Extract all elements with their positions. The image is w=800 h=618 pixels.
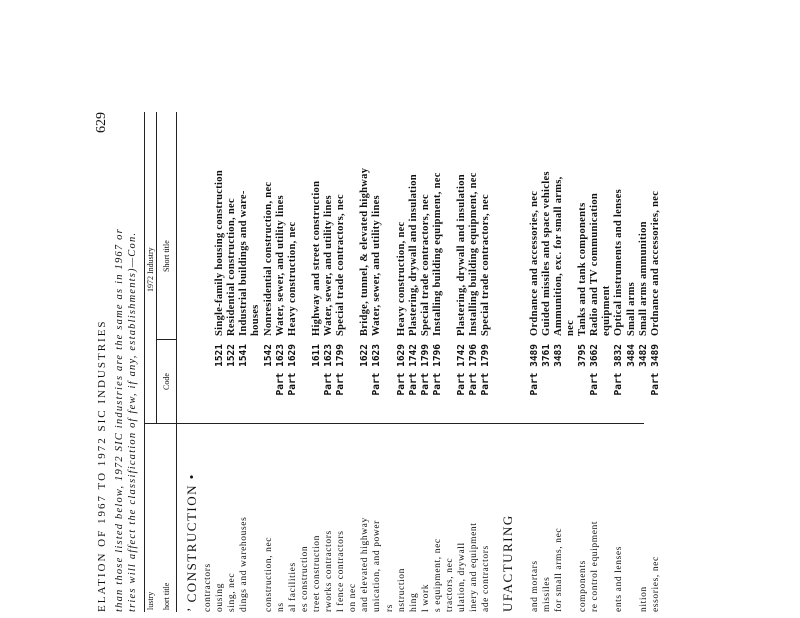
construction-title: CONSTRUCTION: [184, 483, 199, 603]
table-row: [335, 112, 347, 612]
table-row: [371, 112, 383, 612]
table-row: [347, 112, 359, 612]
industry-short-title: Heavy construction, nec: [286, 221, 298, 336]
table-row: [638, 112, 650, 612]
table-row: [420, 112, 432, 612]
old-industry-title: ade contractors: [481, 545, 492, 612]
table-row: [577, 112, 589, 612]
old-industry-title: ulation, drywall: [457, 542, 468, 612]
table-row: [226, 112, 238, 612]
sic-code: Part 3832: [613, 344, 625, 396]
old-industry-title: al facilities: [287, 562, 298, 612]
table-row: [202, 112, 214, 612]
table-row: [250, 112, 262, 612]
old-industry-title: l work: [420, 583, 431, 612]
industry-short-title: nec: [565, 319, 576, 336]
industry-short-title: Plastering, drywall and insulation: [407, 174, 419, 336]
sic-code: 3761: [540, 344, 552, 367]
industry-short-title: equipment: [601, 285, 613, 336]
running-title: ELATION OF 1967 TO 1972 SIC INDUSTRIES: [96, 319, 108, 612]
short-title-heading: Short title: [162, 240, 171, 272]
sic-code: Part 1799: [335, 344, 347, 396]
old-industry-title: ns: [275, 602, 286, 612]
table-row: [287, 112, 299, 612]
table-row: [263, 112, 275, 612]
sic-code: Part 3489: [649, 344, 661, 396]
table-row: [613, 112, 625, 612]
industry-short-title: Optical instruments and lenses: [613, 189, 625, 336]
intro-line-1: than those listed below, 1972 SIC industries are the same as in 1967 or: [114, 228, 125, 612]
construction-prefix-mark: ’: [184, 607, 199, 612]
industry-short-title: Installing building equipment, nec: [431, 172, 443, 336]
table-top-rule: [144, 112, 145, 612]
table-row: [529, 112, 541, 612]
old-industry-title: ousing: [215, 583, 226, 612]
sic-code: 3795: [577, 344, 589, 367]
page-number: 629: [94, 112, 109, 133]
table-row: [492, 112, 504, 612]
sic-code: 1521: [214, 344, 226, 367]
sic-code: Part 1796: [468, 344, 480, 396]
sic-code: 3484: [625, 344, 637, 367]
old-industry-title: construction, nec: [263, 536, 274, 612]
table-row: [456, 112, 468, 612]
table-row: [589, 112, 601, 612]
sic-code: 1622: [359, 344, 371, 367]
old-industry-title: tractors, nec: [445, 557, 455, 612]
old-industry-title: contractors: [203, 563, 213, 612]
intro-note: [113, 112, 139, 612]
old-industry-title: unication, and power: [372, 520, 383, 612]
industry-short-title: Water, sewer, and utility lines: [274, 195, 286, 336]
old-industry-title: nstruction: [396, 568, 407, 612]
industry-short-title: Installing building equipment, nec: [468, 172, 480, 336]
sic-code: 1541: [238, 344, 250, 367]
sic-code: Part 1629: [395, 344, 407, 396]
intro-line-2: tries will affect the classification of few, if any, establishments)—Con.: [127, 231, 138, 612]
industry-short-title: Ammunition, exc. for small arms,: [552, 176, 564, 336]
table-row: [480, 112, 492, 612]
old-industry-title: essories, nec: [650, 556, 661, 612]
old-industry-title: treet construction: [311, 534, 322, 612]
table-row: [323, 112, 335, 612]
old-industry-title: inery and equipment: [469, 522, 480, 612]
industry-short-title: Water, sewer, and utility lines: [371, 195, 383, 336]
industry-short-title: houses: [250, 304, 262, 336]
group-head-rule: [156, 112, 157, 424]
table-row: [505, 112, 517, 612]
table-row: [238, 112, 250, 612]
industry-short-title: Single-family housing construction: [214, 170, 226, 336]
table-row: [299, 112, 311, 612]
sic-code: Part 1623: [371, 344, 383, 396]
old-industry-title: s equipment, nec: [432, 538, 443, 612]
old-industry-title: on nec: [348, 583, 359, 612]
industry-short-title: Tanks and tank components: [577, 202, 589, 336]
old-industry-title: l fence contractors: [336, 530, 347, 612]
sic-code: Part 1629: [286, 344, 298, 396]
industry-short-title: Ordnance and accessories, nec: [528, 190, 540, 336]
industry-short-title: Special trade contractors, nec: [480, 194, 492, 336]
sic-code: Part 1742: [407, 344, 419, 396]
industry-short-title: Industrial buildings and ware-: [238, 190, 250, 336]
sic-code: Part 1799: [419, 344, 431, 396]
sic-code: Part 1742: [456, 344, 468, 396]
industry-short-title: Heavy construction, nec: [395, 221, 407, 336]
manufacturing-title: UFACTURING: [500, 514, 515, 612]
construction-section-heading: [184, 473, 200, 612]
table-row: [214, 112, 226, 612]
old-industry-title: re control equipment: [590, 520, 601, 612]
sic-code: Part 3489: [528, 344, 540, 396]
sic-code: 1611: [310, 344, 322, 367]
construction-suffix-mark: •: [184, 473, 199, 480]
old-industry-title: dings and warehouses: [239, 516, 250, 612]
table-row: [517, 112, 529, 612]
old-industry-title: hing: [408, 592, 419, 612]
table-row: [359, 112, 371, 612]
table-row: [444, 112, 456, 612]
industry-1972-heading: 1972 Industry: [146, 247, 155, 292]
sic-code: Part 1799: [480, 344, 492, 396]
sic-code: Part 3662: [589, 344, 601, 396]
table-row: [650, 112, 662, 612]
industry-short-title: Plastering, drywall and insulation: [456, 174, 468, 336]
rotated-document-page: [94, 112, 661, 612]
sic-code: Part 1796: [431, 344, 443, 396]
sic-code: 1542: [262, 344, 274, 367]
column-head-rule: [176, 112, 177, 612]
industry-short-title: Special trade contractors, nec: [419, 194, 431, 336]
industry-short-title: Small arms ammunition: [637, 221, 649, 336]
table-row: [553, 112, 565, 612]
old-industry-title: es construction: [299, 545, 310, 612]
old-industry-title: and elevated highway: [360, 517, 371, 612]
industry-short-title: Special trade contractors, nec: [335, 194, 347, 336]
industry-short-title: Guided missiles and space vehicles: [540, 171, 552, 336]
old-industry-title: rs: [384, 603, 395, 612]
industry-short-title: Ordnance and accessories, nec: [649, 190, 661, 336]
old-industry-title: missiles: [541, 576, 552, 612]
table-row: [626, 112, 638, 612]
industry-short-title: Radio and TV communication: [589, 192, 601, 336]
industry-short-title: Bridge, tunnel, & elevated highway: [359, 167, 371, 336]
old-industry-title: components: [578, 560, 589, 612]
old-industry-title: ents and lenses: [614, 546, 625, 612]
industry-short-title: Nonresidential construction, nec: [262, 181, 274, 336]
table-row: [565, 112, 577, 612]
table-row: [384, 112, 396, 612]
sic-code: 3483: [552, 344, 564, 367]
page-header: [96, 112, 112, 612]
table-row: [468, 112, 480, 612]
table-row: [311, 112, 323, 612]
table-row: [396, 112, 408, 612]
industry-short-title: Small arms: [625, 281, 637, 336]
sic-code: 3482: [637, 344, 649, 367]
title-column-divider: [156, 339, 176, 340]
sic-code: Part 1623: [323, 344, 334, 396]
old-industry-title: nition: [638, 586, 649, 612]
table-row: [275, 112, 287, 612]
left-industry-heading: lustry: [146, 591, 155, 610]
industry-short-title: Water, sewer, and utility lines: [323, 195, 334, 336]
old-industry-title: and mortars: [529, 560, 540, 612]
industry-short-title: Highway and street construction: [310, 180, 322, 336]
table-row: [408, 112, 420, 612]
table-row: [601, 112, 613, 612]
table-row: [541, 112, 553, 612]
old-industry-title: for small arms, nec: [553, 527, 564, 612]
sic-code: 1522: [226, 344, 238, 367]
old-industry-title: sing, nec: [227, 572, 238, 612]
table-row: [432, 112, 444, 612]
left-short-title-heading: hort title: [162, 582, 171, 610]
code-heading: Code: [162, 373, 171, 390]
industry-short-title: Residential construction, nec: [226, 198, 238, 336]
old-industry-title: rworks contractors: [324, 530, 334, 612]
sic-code: Part 1623: [274, 344, 286, 396]
